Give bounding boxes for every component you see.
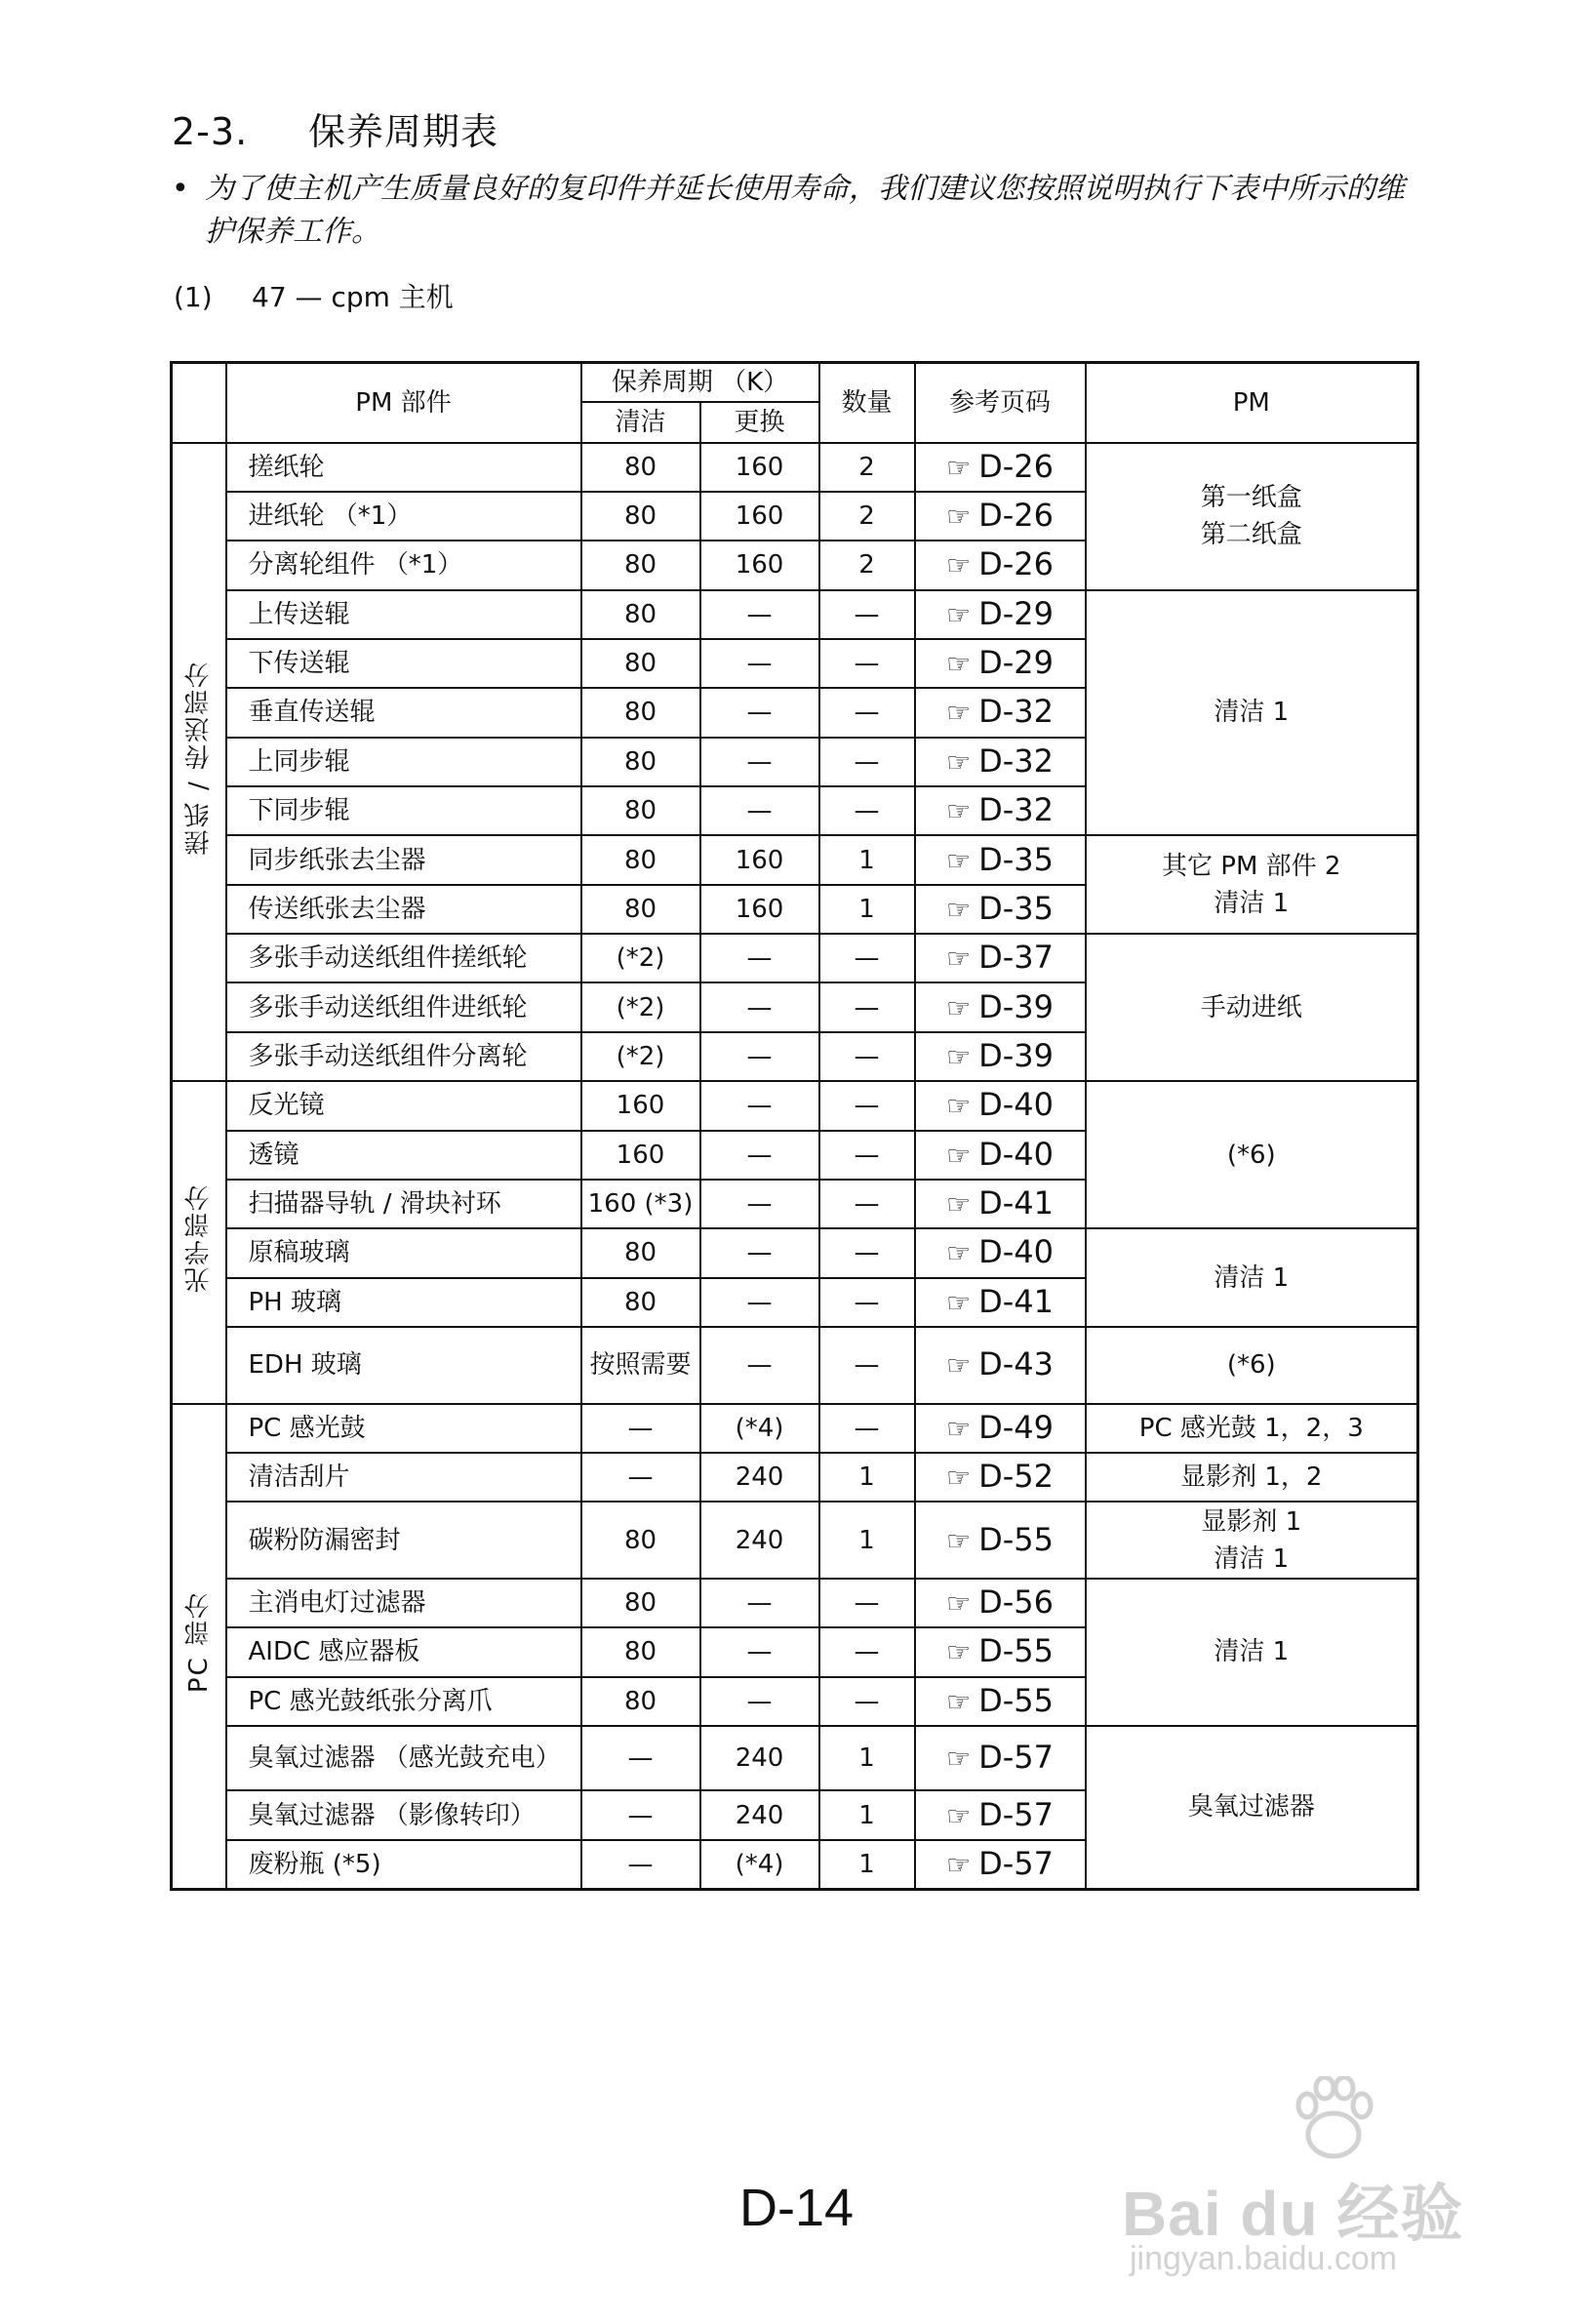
quantity: — [819,982,915,1031]
page-reference [915,492,1086,541]
clean-cycle: — [581,1453,700,1502]
page-number: D-14 [738,2179,855,2237]
header-qty: 数量 [819,363,915,443]
replace-cycle: 240 [700,1790,819,1839]
part-name: EDH 玻璃 [226,1327,581,1404]
part-name: 传送纸张去尘器 [226,885,581,934]
part-name: 上同步辊 [226,738,581,786]
quantity: 1 [819,1453,915,1502]
replace-cycle: — [700,1677,819,1726]
table-row [172,1327,1418,1404]
pointing-hand-icon: ☞ [946,1349,972,1382]
reference-page: D-55 [978,1681,1055,1719]
pm-group [1086,1081,1418,1228]
page-reference [915,688,1086,737]
pm-group-line: 清洁 1 [1214,1262,1290,1293]
table-row [172,835,1418,884]
pm-group-line: 第二纸盒 [1200,520,1302,550]
reference-page: D-32 [978,741,1055,780]
part-name: 多张手动送纸组件进纸轮 [226,982,581,1031]
quantity: — [819,1579,915,1627]
part-name: 透镜 [226,1131,581,1180]
quantity: — [819,934,915,982]
replace-cycle: 160 [700,835,819,884]
pm-group [1086,590,1418,836]
quantity: — [819,1081,915,1130]
part-name: 进纸轮 （*1） [226,492,581,541]
pm-group-line: 清洁 1 [1214,1543,1290,1574]
section-label: PC 部分 [183,1590,214,1693]
replace-cycle: — [700,590,819,639]
table-row [172,1726,1418,1790]
quantity: 1 [819,835,915,884]
reference-page: D-43 [978,1345,1055,1383]
table-row [172,1081,1418,1130]
reference-page: D-49 [978,1408,1055,1446]
part-name: 主消电灯过滤器 [226,1579,581,1627]
pointing-hand-icon: ☞ [946,1524,972,1557]
page-reference [915,1278,1086,1327]
pm-group [1086,443,1418,590]
replace-cycle: 160 [700,492,819,541]
pointing-hand-icon: ☞ [946,1636,972,1669]
page-reference [915,1579,1086,1627]
page-reference [915,1453,1086,1502]
pm-group-line: 清洁 1 [1214,698,1290,728]
section-label-cell [172,1404,226,1890]
reference-page: D-37 [978,939,1055,977]
clean-cycle: 80 [581,1502,700,1579]
part-name: 原稿玻璃 [226,1228,581,1277]
pm-group-line: (*6) [1226,1350,1276,1381]
page-reference [915,1081,1086,1130]
reference-page: D-57 [978,1739,1055,1777]
pointing-hand-icon: ☞ [946,1090,972,1123]
clean-cycle: 80 [581,590,700,639]
quantity: — [819,1228,915,1277]
pm-group [1086,1579,1418,1726]
part-name: PC 感光鼓 [226,1404,581,1453]
clean-cycle: 80 [581,1627,700,1676]
pointing-hand-icon: ☞ [946,844,972,877]
pm-group-line: (*6) [1226,1140,1276,1170]
part-name: 臭氧过滤器 （影像转印） [226,1790,581,1839]
reference-page: D-35 [978,840,1055,878]
part-name: 下同步辊 [226,786,581,835]
part-name: 上传送辊 [226,590,581,639]
quantity: — [819,1180,915,1228]
reference-page: D-40 [978,1086,1055,1124]
part-name: 多张手动送纸组件搓纸轮 [226,934,581,982]
quantity: — [819,639,915,688]
reference-page: D-35 [978,889,1055,927]
page-reference [915,639,1086,688]
part-name: 碳粉防漏密封 [226,1502,581,1579]
pointing-hand-icon: ☞ [946,893,972,926]
clean-cycle: — [581,1726,700,1790]
replace-cycle: 160 [700,885,819,934]
reference-page: D-39 [978,987,1055,1025]
page-reference [915,1840,1086,1890]
page-reference [915,1627,1086,1676]
header-clean: 清洁 [581,402,700,443]
quantity: — [819,1677,915,1726]
subsection-heading [174,276,454,315]
page-reference [915,1032,1086,1081]
page-reference [915,590,1086,639]
clean-cycle: 80 [581,885,700,934]
clean-cycle: — [581,1404,700,1453]
page-reference [915,1404,1086,1453]
pointing-hand-icon: ☞ [946,598,972,631]
quantity: — [819,1327,915,1404]
clean-cycle: — [581,1790,700,1839]
reference-page: D-40 [978,1233,1055,1271]
quantity: 2 [819,541,915,589]
header-section-corner [172,363,226,443]
watermark [1122,2076,1502,2277]
page-reference [915,1327,1086,1404]
header-cycle: 保养周期 （K） [581,363,819,402]
replace-cycle: 240 [700,1502,819,1579]
header-replace: 更换 [700,402,819,443]
page-reference [915,738,1086,786]
table-row [172,1228,1418,1277]
reference-page: D-32 [978,791,1055,829]
pointing-hand-icon: ☞ [946,549,972,582]
quantity: — [819,688,915,737]
table-row [172,1453,1418,1502]
header-pm: PM [1086,363,1418,443]
pm-group [1086,1404,1418,1453]
part-name: 垂直传送辊 [226,688,581,737]
quantity: 1 [819,1726,915,1790]
clean-cycle: (*2) [581,982,700,1031]
pointing-hand-icon: ☞ [946,1237,972,1270]
table-row [172,443,1418,492]
table-body [172,443,1418,1890]
page-reference [915,1228,1086,1277]
replace-cycle: — [700,786,819,835]
reference-page: D-55 [978,1632,1055,1670]
replace-cycle: 160 [700,541,819,589]
clean-cycle: — [581,1840,700,1890]
section-label-cell [172,443,226,1082]
table-row [172,1404,1418,1453]
part-name: 臭氧过滤器 （感光鼓充电） [226,1726,581,1790]
replace-cycle: — [700,1579,819,1627]
pointing-hand-icon: ☞ [946,991,972,1024]
part-name: 清洁刮片 [226,1453,581,1502]
replace-cycle: 240 [700,1453,819,1502]
maintenance-table [170,361,1419,1891]
clean-cycle: 80 [581,688,700,737]
pointing-hand-icon: ☞ [946,1685,972,1718]
reference-page: D-39 [978,1036,1055,1074]
part-name: 下传送辊 [226,639,581,688]
pointing-hand-icon: ☞ [946,1412,972,1445]
clean-cycle: 80 [581,1677,700,1726]
section-title: 保养周期表 [308,110,499,153]
part-name: PH 玻璃 [226,1278,581,1327]
watermark-url: jingyan.baidu.com [1130,2240,1398,2277]
part-name: 同步纸张去尘器 [226,835,581,884]
pointing-hand-icon: ☞ [946,501,972,534]
reference-page: D-55 [978,1520,1055,1558]
page-reference [915,443,1086,492]
page-reference [915,1180,1086,1228]
part-name: AIDC 感应器板 [226,1627,581,1676]
clean-cycle: 按照需要 [581,1327,700,1404]
table-row [172,1579,1418,1627]
intro-text: 为了使主机产生质量良好的复印件并延长使用寿命，我们建议您按照说明执行下表中所示的维护保养工作。 [205,172,1405,249]
pm-group-line: 显影剂 1，2 [1180,1463,1323,1493]
bullet-icon: • [172,172,189,206]
pointing-hand-icon: ☞ [946,1462,972,1495]
pm-group-line: 臭氧过滤器 [1187,1792,1315,1823]
replace-cycle: (*4) [700,1840,819,1890]
page-reference [915,982,1086,1031]
replace-cycle: — [700,1278,819,1327]
pm-group [1086,835,1418,934]
pm-group [1086,1228,1418,1327]
replace-cycle: — [700,1228,819,1277]
clean-cycle: (*2) [581,934,700,982]
quantity: — [819,1032,915,1081]
pointing-hand-icon: ☞ [946,1040,972,1073]
paw-icon [1290,2076,1377,2160]
clean-cycle: 80 [581,786,700,835]
table-row [172,1502,1418,1579]
subsection-title: 47 — cpm 主机 [252,281,454,313]
pm-group [1086,1327,1418,1404]
page-reference [915,1726,1086,1790]
part-name: PC 感光鼓纸张分离爪 [226,1677,581,1726]
pointing-hand-icon: ☞ [946,1139,972,1172]
quantity: — [819,738,915,786]
pointing-hand-icon: ☞ [946,1743,972,1776]
replace-cycle: — [700,1327,819,1404]
quantity: — [819,1131,915,1180]
quantity: — [819,786,915,835]
section-label: 光学部分 [183,1182,214,1293]
reference-page: D-57 [978,1795,1055,1833]
part-name: 搓纸轮 [226,443,581,492]
pointing-hand-icon: ☞ [946,1286,972,1319]
pm-group-line: 清洁 1 [1214,1637,1290,1667]
replace-cycle: 160 [700,443,819,492]
pm-group-line: 其它 PM 部件 2 [1162,851,1341,881]
reference-page: D-29 [978,594,1055,632]
intro-paragraph [172,168,1430,254]
replace-cycle: — [700,1180,819,1228]
replace-cycle: — [700,639,819,688]
page-reference [915,1677,1086,1726]
header-part: PM 部件 [226,363,581,443]
pointing-hand-icon: ☞ [946,451,972,484]
replace-cycle: — [700,982,819,1031]
clean-cycle: 160 (*3) [581,1180,700,1228]
section-heading [172,101,498,155]
section-label: 搓纸 / 传送部分 [183,660,214,855]
quantity: 2 [819,443,915,492]
clean-cycle: 80 [581,835,700,884]
quantity: — [819,1627,915,1676]
clean-cycle: 80 [581,492,700,541]
quantity: 1 [819,1790,915,1839]
pointing-hand-icon: ☞ [946,942,972,976]
section-number: 2-3. [172,110,249,153]
pm-group-line: 手动进纸 [1200,992,1302,1022]
clean-cycle: 80 [581,639,700,688]
reference-page: D-56 [978,1583,1055,1622]
replace-cycle: — [700,934,819,982]
subsection-index: (1) [174,281,213,313]
reference-page: D-52 [978,1458,1055,1496]
reference-page: D-26 [978,545,1055,583]
clean-cycle: 160 [581,1081,700,1130]
page-reference [915,786,1086,835]
pointing-hand-icon: ☞ [946,1848,972,1881]
pm-group-line: PC 感光鼓 1，2，3 [1138,1413,1364,1443]
pointing-hand-icon: ☞ [946,1587,972,1621]
page-reference [915,1502,1086,1579]
part-name: 扫描器导轨 / 滑块衬环 [226,1180,581,1228]
part-name: 多张手动送纸组件分离轮 [226,1032,581,1081]
replace-cycle: 240 [700,1726,819,1790]
reference-page: D-41 [978,1282,1055,1320]
clean-cycle: 80 [581,1278,700,1327]
table-row [172,934,1418,982]
clean-cycle: 80 [581,1228,700,1277]
reference-page: D-32 [978,693,1055,731]
table-row [172,590,1418,639]
clean-cycle: 80 [581,738,700,786]
quantity: 1 [819,885,915,934]
page-reference [915,541,1086,589]
page-reference [915,1131,1086,1180]
pointing-hand-icon: ☞ [946,1799,972,1832]
pm-group [1086,1502,1418,1579]
pointing-hand-icon: ☞ [946,697,972,730]
reference-page: D-57 [978,1844,1055,1882]
part-name: 分离轮组件 （*1） [226,541,581,589]
quantity: — [819,1278,915,1327]
replace-cycle: — [700,1081,819,1130]
part-name: 废粉瓶 (*5) [226,1840,581,1890]
reference-page: D-41 [978,1184,1055,1222]
pm-group-line: 清洁 1 [1214,888,1290,918]
clean-cycle: (*2) [581,1032,700,1081]
quantity: — [819,590,915,639]
reference-page: D-26 [978,497,1055,535]
page-reference [915,934,1086,982]
quantity: 1 [819,1502,915,1579]
clean-cycle: 80 [581,443,700,492]
pointing-hand-icon: ☞ [946,745,972,779]
replace-cycle: — [700,1627,819,1676]
header-ref: 参考页码 [915,363,1086,443]
section-label-cell [172,1081,226,1403]
pm-group [1086,1453,1418,1502]
page-reference [915,835,1086,884]
pm-group [1086,934,1418,1081]
pm-group-line: 第一纸盒 [1200,483,1302,513]
quantity: 1 [819,1840,915,1890]
replace-cycle: (*4) [700,1404,819,1453]
page-reference [915,1790,1086,1839]
pm-group-line: 显影剂 1 [1201,1506,1302,1537]
replace-cycle: — [700,688,819,737]
reference-page: D-29 [978,644,1055,682]
reference-page: D-26 [978,447,1055,485]
reference-page: D-40 [978,1135,1055,1173]
part-name: 反光镜 [226,1081,581,1130]
pointing-hand-icon: ☞ [946,648,972,681]
quantity: — [819,1404,915,1453]
pm-group [1086,1726,1418,1890]
pointing-hand-icon: ☞ [946,1188,972,1222]
watermark-brand: Bai du 经验 [1122,2179,1464,2249]
clean-cycle: 80 [581,541,700,589]
quantity: 2 [819,492,915,541]
clean-cycle: 80 [581,1579,700,1627]
replace-cycle: — [700,1032,819,1081]
replace-cycle: — [700,1131,819,1180]
clean-cycle: 160 [581,1131,700,1180]
replace-cycle: — [700,738,819,786]
page-reference [915,885,1086,934]
pointing-hand-icon: ☞ [946,795,972,828]
